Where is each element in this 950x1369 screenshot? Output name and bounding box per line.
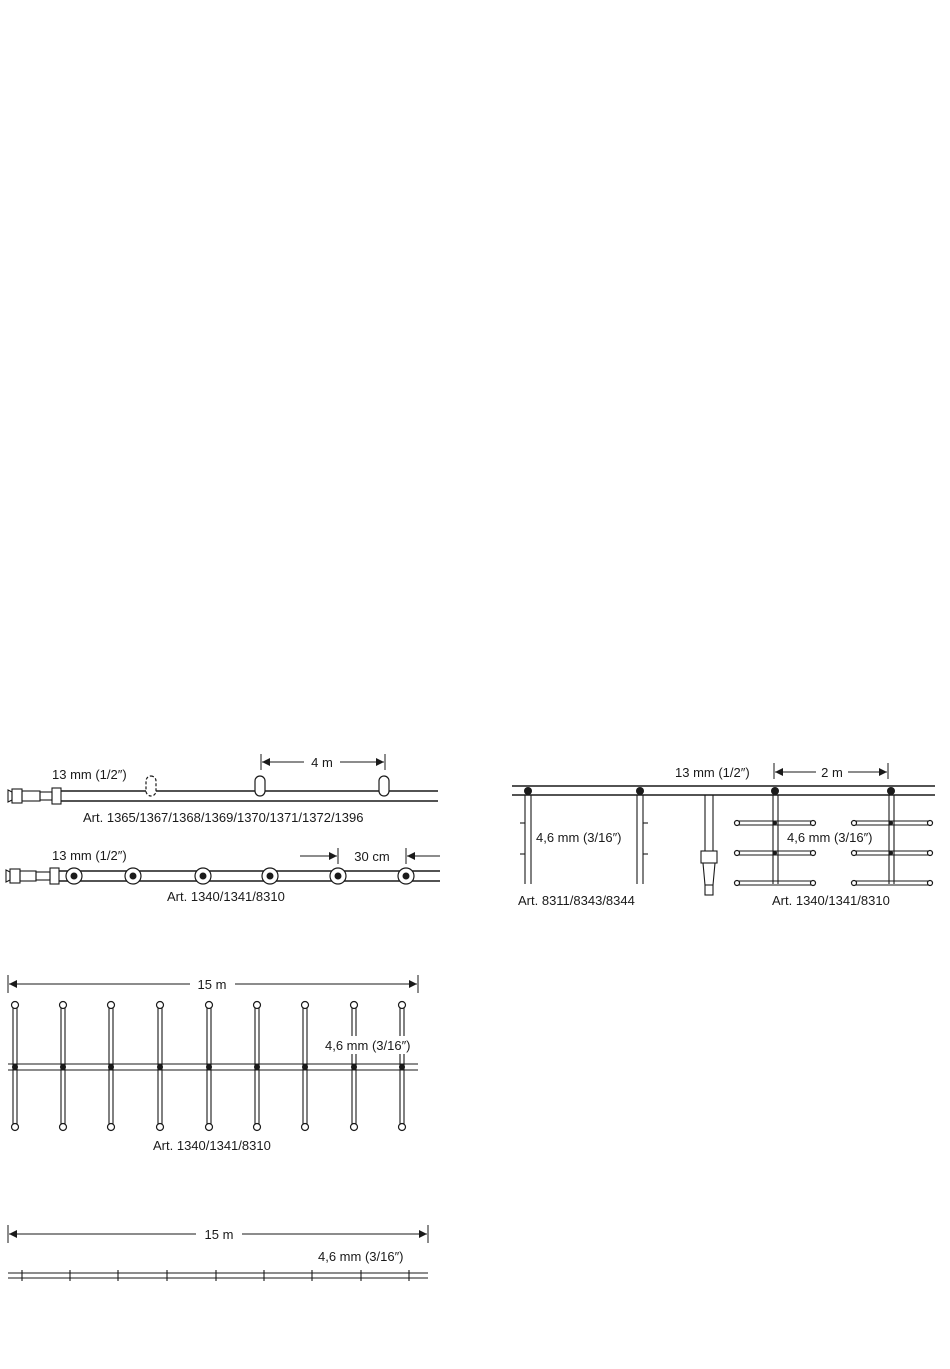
pipe-size-label: 13 mm (1/2″) xyxy=(52,848,127,863)
lateral-line xyxy=(157,1002,164,1131)
inline-dripper xyxy=(125,868,141,884)
main-pipe-13mm xyxy=(59,871,440,881)
tap-connector xyxy=(8,788,61,804)
drip-line-branch xyxy=(636,787,648,884)
figure-2-dripper-line xyxy=(6,848,440,904)
drip-size-label: 4,6 mm (3/16″) xyxy=(536,830,622,845)
drip-pipe-4-6mm xyxy=(8,1273,428,1278)
article-label: Art. 1340/1341/8310 xyxy=(772,893,890,908)
pipe-size-label: 13 mm (1/2″) xyxy=(52,767,127,782)
lateral-line xyxy=(254,1002,261,1131)
article-label: Art. 8311/8343/8344 xyxy=(518,893,635,908)
article-label: Art. 1365/1367/1368/1369/1370/1371/1372/1396 xyxy=(83,810,364,825)
emitter-marks xyxy=(22,1270,409,1281)
spacing-label: 4 m xyxy=(311,755,333,770)
inline-dripper xyxy=(66,868,82,884)
article-label: Art. 1340/1341/8310 xyxy=(153,1138,271,1153)
figure-1-dripper-line xyxy=(8,754,438,825)
inline-dripper xyxy=(330,868,346,884)
dripper xyxy=(255,776,265,796)
drip-size-label: 4,6 mm (3/16″) xyxy=(325,1038,411,1053)
drip-size-label: 4,6 mm (3/16″) xyxy=(787,830,873,845)
figure-3-distribution-layout xyxy=(512,763,935,908)
inline-dripper xyxy=(262,868,278,884)
drip-size-label: 4,6 mm (3/16″) xyxy=(318,1249,404,1264)
pipe-size-label: 13 mm (1/2″) xyxy=(675,765,750,780)
lateral-line xyxy=(351,1002,358,1131)
main-pipe-13mm xyxy=(512,786,935,795)
figure-4-ladder-layout xyxy=(8,975,422,1153)
figure-5-drip-line xyxy=(8,1225,428,1281)
spacing-label: 2 m xyxy=(821,765,843,780)
lateral-line xyxy=(12,1002,19,1131)
article-label: Art. 1340/1341/8310 xyxy=(167,889,285,904)
inline-dripper xyxy=(398,868,414,884)
length-label: 15 m xyxy=(197,977,227,992)
tap-connector xyxy=(6,868,59,884)
lateral-line xyxy=(108,1002,115,1131)
drip-line-branch xyxy=(520,787,532,884)
length-label: 15 m xyxy=(204,1227,234,1242)
dripper xyxy=(379,776,389,796)
lateral-line xyxy=(302,1002,309,1131)
dripper xyxy=(146,776,156,796)
supply-riser-with-connector xyxy=(701,795,717,895)
spacing-label: 30 cm xyxy=(354,849,390,864)
inline-dripper xyxy=(195,868,211,884)
lateral-line xyxy=(60,1002,67,1131)
lateral-line xyxy=(206,1002,213,1131)
lateral-line xyxy=(399,1002,406,1131)
